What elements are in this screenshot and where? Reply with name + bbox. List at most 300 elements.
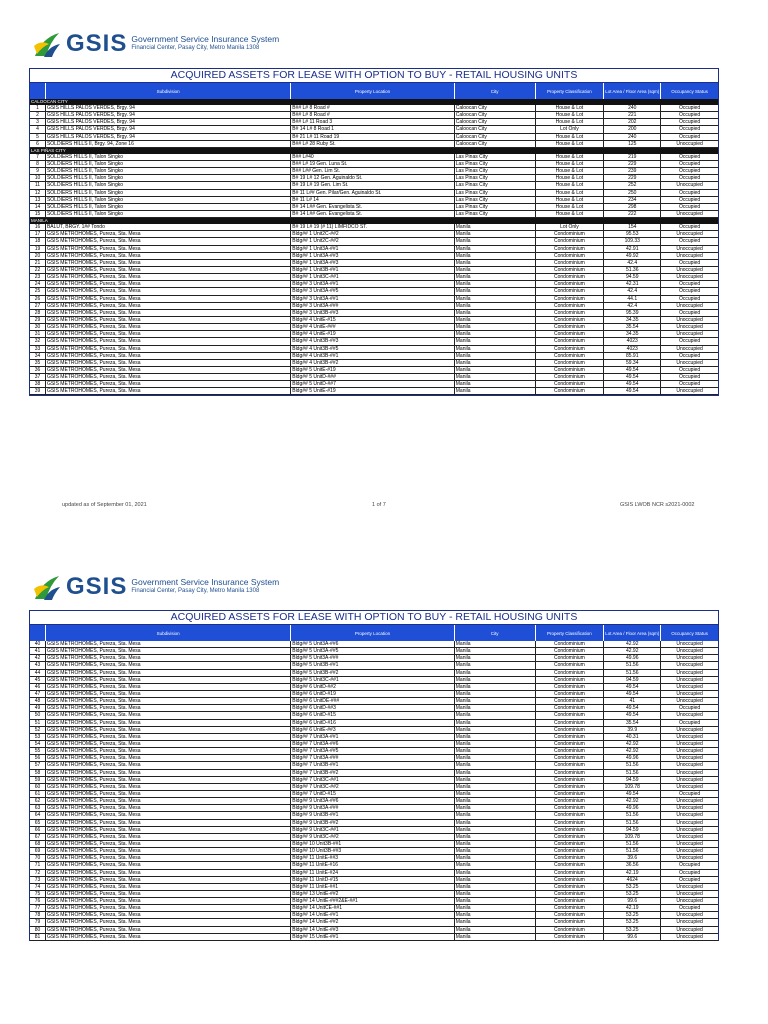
col-header-city: City [455,83,536,99]
status-cell: Unoccupied [676,266,703,273]
city-cell: Manila [455,691,536,697]
status-cell: Unoccupied [676,359,703,366]
table-row [30,388,718,395]
status-cell: Unoccupied [676,669,703,676]
table-row [30,648,718,655]
row-number: 32 [30,338,46,344]
area-cell: 51.56 [604,848,661,854]
city-cell: Manila [455,231,536,237]
location-cell: Bldg## 5 Unit3B-##1 [291,662,455,668]
status-cell: Occupied [679,153,701,160]
subdivision-cell: GSIS METROHOMES, Pureza, Sta. Mesa [46,870,291,876]
subdivision-cell: GSIS METROHOMES, Pureza, Sta. Mesa [46,698,291,704]
brand-name: GSIS [66,30,128,57]
location-cell: Bldg## 9 Unit3B-##2 [291,820,455,826]
area-cell: 229 [604,161,661,167]
table-row [30,655,718,662]
city-cell: Caloocan City [455,119,536,125]
subdivision-cell: GSIS METROHOMES, Pureza, Sta. Mesa [46,898,291,904]
table-row [30,288,718,295]
city-cell: Manila [455,246,536,252]
location-cell: Bldg## 11 UnitE-##1 [291,884,455,890]
area-cell: 53.25 [604,884,661,890]
row-number: 55 [30,748,46,754]
city-cell: Manila [455,870,536,876]
location-cell: Bldg## 7 Unit3B-##1 [291,762,455,768]
table-row [30,134,718,141]
col-header-no [30,625,46,641]
row-number: 64 [30,812,46,818]
subdivision-cell: GSIS METROHOMES, Pureza, Sta. Mesa [46,253,291,259]
city-cell: Manila [455,777,536,783]
row-number: 4 [30,126,46,132]
status-cell: Occupied [679,126,701,133]
row-number: 45 [30,677,46,683]
classification-cell: Condominium [536,791,605,797]
subdivision-cell: GSIS METROHOMES, Pureza, Sta. Mesa [46,641,291,647]
city-cell: Manila [455,741,536,747]
subdivision-cell: GSIS METROHOMES, Pureza, Sta. Mesa [46,855,291,861]
table-header [30,83,718,99]
city-cell: Manila [455,367,536,373]
row-number: 70 [30,855,46,861]
table-row [30,168,718,175]
table-row [30,820,718,827]
status-cell: Unoccupied [676,919,703,926]
area-cell: 221 [604,112,661,118]
city-cell: Manila [455,641,536,647]
status-cell: Occupied [679,338,701,345]
subdivision-cell: GSIS METROHOMES, Pureza, Sta. Mesa [46,374,291,380]
status-cell: Occupied [679,203,701,210]
row-number: 1 [30,105,46,111]
brand-name: GSIS [66,573,128,600]
area-cell: 53.25 [604,919,661,925]
status-cell: Occupied [679,876,701,883]
classification-cell: Condominium [536,748,605,754]
area-cell: 49.54 [604,691,661,697]
status-cell: Unoccupied [676,840,703,847]
row-number: 20 [30,253,46,259]
table-row [30,791,718,798]
subdivision-cell: SOLDIERS HILLS II, Talon Singko [46,197,291,203]
table-row [30,848,718,855]
subdivision-cell: GSIS METROHOMES, Pureza, Sta. Mesa [46,762,291,768]
status-cell: Unoccupied [676,855,703,862]
col-header-classification: Property Classification [536,83,605,99]
status-cell: Occupied [679,869,701,876]
location-cell: Bldg## 3 Unit3A-##1 [291,296,455,302]
classification-cell: Condominium [536,641,605,647]
status-cell: Occupied [679,719,701,726]
area-cell: 34.35 [604,317,661,323]
classification-cell: House & Lot [536,161,605,167]
status-cell: Unoccupied [676,755,703,762]
location-cell: Bldg## 4 Unit3B-##2 [291,360,455,366]
area-cell: 53.25 [604,912,661,918]
classification-cell: House & Lot [536,182,605,188]
location-cell: Bldg## 4 Unit3B-##3 [291,338,455,344]
table-row [30,274,718,281]
status-cell: Occupied [679,105,701,111]
location-cell: Bldg## 6 UnitD-##2 [291,684,455,690]
area-cell: 94.59 [604,274,661,280]
area-cell: 109.78 [604,784,661,790]
location-cell: B## L#40 [291,154,455,160]
row-number: 25 [30,288,46,294]
city-cell: Manila [455,317,536,323]
row-number: 67 [30,834,46,840]
classification-cell: Condominium [536,841,605,847]
table-row [30,891,718,898]
classification-cell: Condominium [536,770,605,776]
area-cell: 51.56 [604,770,661,776]
location-cell: Bldg## 1 Unit3C-##1 [291,274,455,280]
city-cell: Manila [455,762,536,768]
area-cell: 125 [604,141,661,147]
location-cell: B## L# 19 Gen. Luna St. [291,161,455,167]
table-row [30,303,718,310]
table-row [30,748,718,755]
area-cell: 51.56 [604,820,661,826]
gsis-leaf-icon [32,30,62,58]
gsis-logo [32,30,279,58]
location-cell: Bldg## 15 UnitE-##1 [291,934,455,940]
area-cell: 109.33 [604,238,661,244]
row-number: 60 [30,784,46,790]
status-cell: Unoccupied [676,848,703,855]
classification-cell: Condominium [536,784,605,790]
subdivision-cell: GSIS METROHOMES, Pureza, Sta. Mesa [46,360,291,366]
area-cell: 219 [604,154,661,160]
classification-cell: Condominium [536,346,605,352]
status-cell: Unoccupied [676,833,703,840]
table-row [30,105,718,112]
location-cell: Bldg## 14 UnitCE-##1 [291,905,455,911]
classification-cell: Condominium [536,238,605,244]
row-number: 34 [30,353,46,359]
area-cell: 49.96 [604,805,661,811]
classification-cell: Lot Only [536,126,605,132]
location-cell: Bldg## 6 UnitD-#16 [291,720,455,726]
subdivision-cell: GSIS METROHOMES, Pureza, Sta. Mesa [46,748,291,754]
area-cell: 41 [604,698,661,704]
subdivision-cell: SOLDIERS HILLS II, Talon Singko [46,204,291,210]
classification-cell: House & Lot [536,112,605,118]
subdivision-cell: GSIS METROHOMES, Pureza, Sta. Mesa [46,353,291,359]
row-number: 65 [30,820,46,826]
row-number: 72 [30,870,46,876]
area-cell: 49.92 [604,253,661,259]
subdivision-cell: GSIS METROHOMES, Pureza, Sta. Mesa [46,274,291,280]
table-row [30,161,718,168]
row-number: 47 [30,691,46,697]
city-cell: Manila [455,755,536,761]
table-row [30,670,718,677]
location-cell: Bldg## 6 UnitD-#15 [291,712,455,718]
location-cell: Bldg## 5 Unit3A-##5 [291,648,455,654]
location-cell: Bldg## 6 UnitD-#19 [291,691,455,697]
status-cell: Unoccupied [676,926,703,933]
status-cell: Unoccupied [676,712,703,719]
row-number: 46 [30,684,46,690]
row-number: 22 [30,267,46,273]
city-cell: Manila [455,820,536,826]
table-row [30,267,718,274]
city-cell: Manila [455,338,536,344]
subdivision-cell: GSIS METROHOMES, Pureza, Sta. Mesa [46,712,291,718]
status-cell: Unoccupied [676,748,703,755]
city-cell: Manila [455,891,536,897]
city-cell: Manila [455,712,536,718]
area-cell: 42.92 [604,798,661,804]
area-cell: 42.92 [604,641,661,647]
status-cell: Unoccupied [676,805,703,812]
table-row [30,197,718,204]
status-cell: Occupied [679,352,701,359]
table-row [30,154,718,161]
row-number: 35 [30,360,46,366]
group-header: LAS PIÑAS CITY [30,148,718,154]
row-number: 3 [30,119,46,125]
city-cell: Manila [455,798,536,804]
row-number: 79 [30,919,46,925]
subdivision-cell: GSIS METROHOMES, Pureza, Sta. Mesa [46,812,291,818]
status-cell: Unoccupied [676,890,703,897]
area-cell: 42.31 [604,281,661,287]
city-cell: Manila [455,648,536,654]
row-number: 26 [30,296,46,302]
status-cell: Unoccupied [676,324,703,331]
subdivision-cell: GSIS METROHOMES, Pureza, Sta. Mesa [46,246,291,252]
row-number: 38 [30,381,46,387]
row-number: 30 [30,324,46,330]
status-cell: Unoccupied [676,776,703,783]
brand-line1: Government Service Insurance System [131,34,280,44]
status-cell: Unoccupied [676,641,703,647]
city-cell: Manila [455,698,536,704]
city-cell: Manila [455,848,536,854]
classification-cell: Lot Only [536,224,605,230]
subdivision-cell: SOLDIERS HILLS II, Talon Singko [46,190,291,196]
area-cell: 94.59 [604,677,661,683]
row-number: 48 [30,698,46,704]
location-cell: B# 14 L## Gen. Evangelista St. [291,211,455,217]
table-row [30,126,718,133]
row-number: 54 [30,741,46,747]
subdivision-cell: GSIS METROHOMES, Pureza, Sta. Mesa [46,777,291,783]
location-cell: B## L# 28 Ruby St. [291,141,455,147]
row-number: 7 [30,154,46,160]
city-cell: Las Pinas City [455,190,536,196]
classification-cell: Condominium [536,374,605,380]
table-row [30,884,718,891]
table-row [30,712,718,719]
subdivision-cell: GSIS METROHOMES, Pureza, Sta. Mesa [46,877,291,883]
gsis-leaf-icon [32,573,62,601]
city-cell: Manila [455,805,536,811]
table-row [30,662,718,669]
location-cell: Bldg## 7 Unit3B-##2 [291,770,455,776]
table-title: ACQUIRED ASSETS FOR LEASE WITH OPTION TO BUY - RETAIL HOUSING UNITS [30,69,718,83]
area-cell: 39.6 [604,855,661,861]
area-cell: 49.54 [604,684,661,690]
city-cell: Manila [455,827,536,833]
city-cell: Manila [455,734,536,740]
subdivision-cell: GSIS METROHOMES, Pureza, Sta. Mesa [46,720,291,726]
row-number: 78 [30,912,46,918]
city-cell: Manila [455,238,536,244]
subdivision-cell: SOLDIERS HILLS II, Talon Singko [46,161,291,167]
table-row [30,684,718,691]
row-number: 6 [30,141,46,147]
classification-cell: Condominium [536,912,605,918]
location-cell: Bldg## 9 Unit3C-##1 [291,827,455,833]
status-cell: Occupied [679,862,701,869]
area-cell: 94.59 [604,777,661,783]
area-cell: 35.54 [604,324,661,330]
city-cell: Manila [455,296,536,302]
location-cell: B## L# 8 Road # [291,105,455,111]
status-cell: Occupied [679,224,701,231]
subdivision-cell: SOLDIERS HILLS II, Talon Singko [46,211,291,217]
status-cell: Unoccupied [676,826,703,833]
city-cell: Manila [455,310,536,316]
location-cell: Bldg## 5 Unit3A-### [291,655,455,661]
subdivision-cell: GSIS METROHOMES, Pureza, Sta. Mesa [46,338,291,344]
table-row [30,870,718,877]
city-cell: Manila [455,855,536,861]
table-row [30,741,718,748]
location-cell: Bldg## 1 Unit2C-##2 [291,238,455,244]
city-cell: Las Pinas City [455,175,536,181]
city-cell: Manila [455,919,536,925]
col-header-city: City [455,625,536,641]
subdivision-cell: GSIS METROHOMES, Pureza, Sta. Mesa [46,655,291,661]
area-cell: 42.4 [604,260,661,266]
area-cell: 49.54 [604,712,661,718]
location-cell: Bldg## 9 Unit3A-##6 [291,798,455,804]
classification-cell: Condominium [536,267,605,273]
status-cell: Unoccupied [676,182,703,189]
location-cell: Bldg## 11 UnitE-#16 [291,862,455,868]
location-cell: Bldg## 10 Unit3B-##3 [291,848,455,854]
area-cell: 49.96 [604,755,661,761]
table-row [30,224,718,231]
city-cell: Manila [455,288,536,294]
location-cell: Bldg## 1 Unit3A-##3 [291,260,455,266]
status-cell: Unoccupied [676,726,703,733]
classification-cell: Condominium [536,705,605,711]
location-cell: Bldg## 9 Unit3A-### [291,805,455,811]
status-cell: Occupied [679,309,701,316]
location-cell: Bldg## 7 Unit3A-##5 [291,748,455,754]
table-row [30,367,718,374]
subdivision-cell: SOLDIERS HILLS II, Talon Singko [46,175,291,181]
status-cell: Unoccupied [676,683,703,690]
area-cell: 229 [604,175,661,181]
classification-cell: House & Lot [536,211,605,217]
status-cell: Unoccupied [676,733,703,740]
row-number: 69 [30,848,46,854]
col-header-status: Occupancy Status [671,630,708,636]
table-row [30,698,718,705]
table-row [30,641,718,648]
subdivision-cell: GSIS METROHOMES, Pureza, Sta. Mesa [46,324,291,330]
classification-cell: Condominium [536,353,605,359]
area-cell: 234 [604,197,661,203]
city-cell: Manila [455,905,536,911]
table-row [30,862,718,869]
classification-cell: Condominium [536,934,605,940]
table-title: ACQUIRED ASSETS FOR LEASE WITH OPTION TO BUY - RETAIL HOUSING UNITS [30,611,718,625]
row-number: 59 [30,777,46,783]
area-cell: 42.92 [604,748,661,754]
area-cell: 42.91 [604,246,661,252]
table-row [30,727,718,734]
location-cell: Bldg## 7 Unit3A-### [291,755,455,761]
city-cell: Manila [455,303,536,309]
classification-cell: Condominium [536,727,605,733]
location-cell: B# 19 L# 12 Gen. Aguinaldo St. [291,175,455,181]
classification-cell: House & Lot [536,141,605,147]
classification-cell: House & Lot [536,204,605,210]
table-row [30,755,718,762]
city-cell: Las Pinas City [455,204,536,210]
area-cell: 154 [604,224,661,230]
row-number: 73 [30,877,46,883]
city-cell: Las Pinas City [455,182,536,188]
subdivision-cell: GSIS METROHOMES, Pureza, Sta. Mesa [46,238,291,244]
classification-cell: Condominium [536,274,605,280]
area-cell: 39.9 [604,727,661,733]
classification-cell: Condominium [536,288,605,294]
table-row [30,231,718,238]
classification-cell: Condominium [536,388,605,394]
status-cell: Unoccupied [676,316,703,323]
status-cell: Occupied [679,175,701,182]
table-row [30,112,718,119]
city-cell: Manila [455,927,536,933]
subdivision-cell: GSIS METROHOMES, Pureza, Sta. Mesa [46,805,291,811]
row-number: 15 [30,211,46,217]
table-row [30,331,718,338]
table-row [30,190,718,197]
area-cell: 34.35 [604,331,661,337]
row-number: 29 [30,317,46,323]
location-cell: Bldg## 11 UnitD-#15 [291,877,455,883]
location-cell: Bldg## 1 Unit2C-##2 [291,231,455,237]
subdivision-cell: GSIS METROHOMES, Pureza, Sta. Mesa [46,734,291,740]
city-cell: Manila [455,353,536,359]
table-row [30,211,718,218]
subdivision-cell: GSIS METROHOMES, Pureza, Sta. Mesa [46,367,291,373]
classification-cell: Condominium [536,905,605,911]
table-row [30,677,718,684]
table-row [30,324,718,331]
table-row [30,317,718,324]
location-cell: Bldg## 5 UnitE-#19 [291,388,455,394]
row-number: 44 [30,670,46,676]
classification-cell: Condominium [536,648,605,654]
area-cell: 200 [604,126,661,132]
city-cell: Manila [455,791,536,797]
status-cell: Occupied [679,295,701,302]
area-cell: 49.54 [604,367,661,373]
status-cell: Unoccupied [676,933,703,940]
classification-cell: Condominium [536,834,605,840]
status-cell: Occupied [679,168,701,175]
